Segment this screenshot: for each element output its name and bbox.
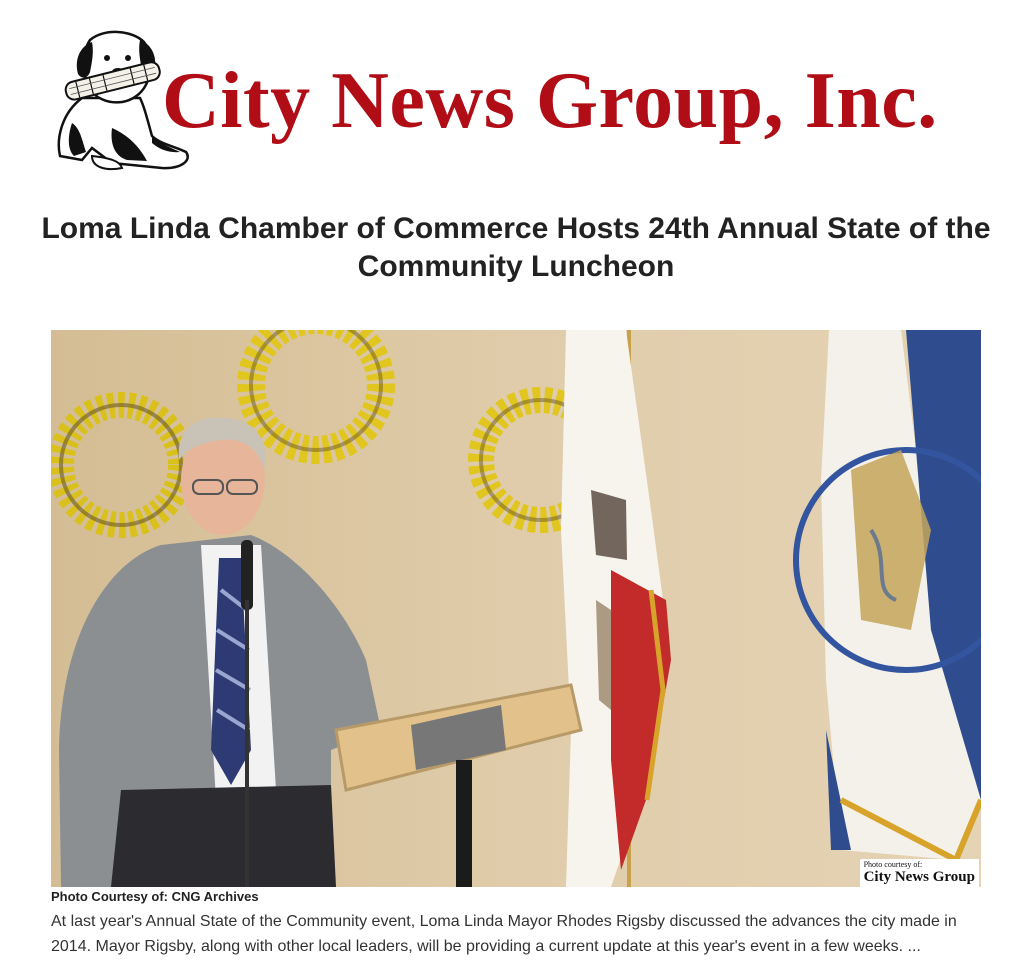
article-photo[interactable] <box>51 330 981 887</box>
photo-credit: Photo Courtesy of: CNG Archives <box>51 889 259 904</box>
watermark-small-text: Photo courtesy of: <box>863 860 923 869</box>
photo-watermark <box>860 859 979 887</box>
article-title[interactable]: Loma Linda Chamber of Commerce Hosts 24th Annual State of the Community Luncheon <box>41 212 991 283</box>
watermark-brand-text: City News Group <box>863 869 975 885</box>
photo-scene <box>51 330 981 887</box>
masthead <box>50 28 980 178</box>
article-excerpt: At last year's Annual State of the Community event, Loma Linda Mayor Rhodes Rigsby discussed the advances the city made in 2014. Mayor Rigsby, along with other local leaders, will be providing a current update at this year's event in a few weeks. ... <box>51 913 957 955</box>
brand-name[interactable]: City News Group, Inc. <box>162 57 938 145</box>
